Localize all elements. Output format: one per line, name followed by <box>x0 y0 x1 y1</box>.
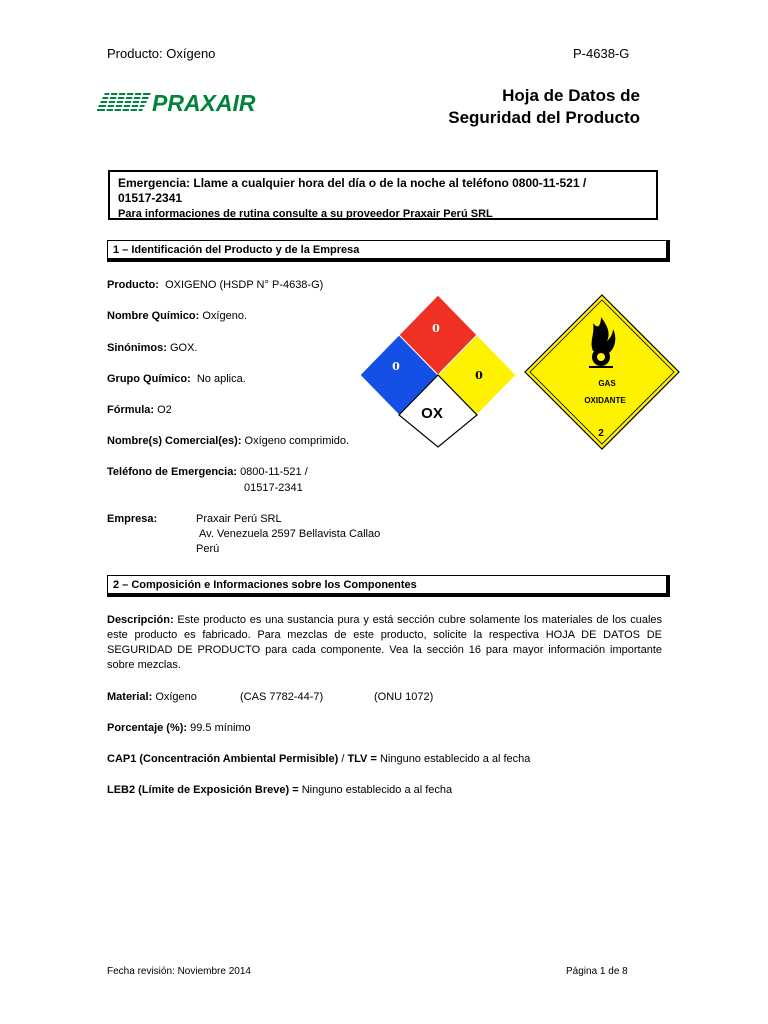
section2-header: 2 – Composición e Informaciones sobre los Componentes <box>107 575 670 597</box>
field-producto-value: OXIGENO (HSDP N° P-4638-G) <box>165 279 324 291</box>
hazard-gas-text: GAS <box>598 379 616 388</box>
field-empresa-line1: Praxair Perú SRL <box>196 513 282 525</box>
field-telefono-label: Teléfono de Emergencia: <box>107 466 237 478</box>
field-producto-label: Producto: <box>107 279 159 291</box>
emergency-line1: Emergencia: Llame a cualquier hora del día o de la noche al teléfono 0800-11-521 / <box>118 176 587 190</box>
hazard-class-number: 2 <box>598 428 604 439</box>
field-sinonimos-value: GOX. <box>169 342 198 354</box>
leb-label: LEB2 (Límite de Exposición Breve) = <box>107 784 299 796</box>
document-title <box>448 85 640 129</box>
nfpa-diamond <box>360 293 518 449</box>
emergency-line3: Para informaciones de rutina consulte a su proveedor Praxair Perú SRL <box>118 208 493 220</box>
field-empresa-label <box>107 512 157 527</box>
cap-label: CAP1 (Concentración Ambiental Permisible) <box>107 753 339 765</box>
description-paragraph <box>107 613 662 673</box>
leb-value: Ninguno establecido a al fecha <box>301 784 453 796</box>
porcentaje-value: 99.5 mínimo <box>190 722 251 734</box>
description-label: Descripción: <box>107 614 174 626</box>
field-formula-label: Fórmula: <box>107 404 155 416</box>
footer-revision: Fecha revisión: Noviembre 2014 <box>107 966 251 977</box>
nfpa-special-value: OX <box>421 405 443 422</box>
field-producto <box>107 278 323 293</box>
field-formula-value: O2 <box>157 404 172 416</box>
field-telefono-value1: 0800-11-521 / <box>240 466 308 478</box>
field-empresa-line3: Perú <box>196 543 220 555</box>
tlv-label: TLV = <box>347 753 377 765</box>
field-comercial-label: Nombre(s) Comercial(es): <box>107 435 242 447</box>
field-sinonimos <box>107 341 197 356</box>
field-grupo-label: Grupo Químico: <box>107 373 191 385</box>
field-sinonimos-label: Sinónimos: <box>107 342 167 354</box>
cap-value: Ninguno establecido a al fecha <box>379 753 531 765</box>
field-nombre-label: Nombre Químico: <box>107 310 200 322</box>
field-grupo-value: No aplica. <box>196 373 246 385</box>
material-cas: (CAS 7782-44-7) <box>240 691 324 703</box>
field-material <box>107 690 197 705</box>
emergency-line2: 01517-2341 <box>118 191 183 205</box>
hazard-oxidante-text: OXIDANTE <box>584 396 626 405</box>
material-value: Oxígeno <box>155 691 197 703</box>
document-title-line1: Hoja de Datos de <box>502 86 640 105</box>
svg-text:PRAXAIR: PRAXAIR <box>152 90 256 114</box>
material-label: Material: <box>107 691 153 703</box>
hazard-class-label <box>523 293 681 451</box>
nfpa-reactivity-value: 0 <box>475 369 483 382</box>
field-telefono-value2: 01517-2341 <box>244 482 303 494</box>
field-nombre-quimico <box>107 309 247 324</box>
porcentaje-label: Porcentaje (%): <box>107 722 188 734</box>
document-title-line2: Seguridad del Producto <box>448 108 640 127</box>
description-text: Este producto es una sustancia pura y está sección cubre solamente los materiales de los cuales este producto es fabricado. Para mezclas de este producto, solicite la respectiva HOJA DE DATOS DE SEGURIDAD DE PRODUCTO para cada componente. Vea la sección 16 para mayor información importante sobre mezclas. <box>107 614 662 671</box>
material-onu: (ONU 1072) <box>374 691 434 703</box>
cap-separator: / <box>338 753 348 765</box>
field-comercial-value: Oxígeno comprimido. <box>244 435 350 447</box>
emergency-box <box>108 170 658 220</box>
empresa-label-text: Empresa: <box>107 513 158 525</box>
field-cap-tlv <box>107 752 530 767</box>
field-formula <box>107 403 172 418</box>
nfpa-flammability-value: 0 <box>432 322 440 335</box>
nfpa-health-value: 0 <box>392 360 400 373</box>
field-empresa-line2: Av. Venezuela 2597 Bellavista Callao <box>199 528 381 540</box>
field-nombre-comercial <box>107 434 349 449</box>
field-grupo-quimico <box>107 372 246 387</box>
footer-page: Página 1 de 8 <box>566 966 628 977</box>
field-porcentaje <box>107 721 251 736</box>
header-product: Producto: Oxígeno <box>107 46 216 61</box>
section1-header: 1 – Identificación del Producto y de la Empresa <box>107 240 670 262</box>
field-telefono <box>107 465 308 480</box>
header-code: P-4638-G <box>573 46 630 61</box>
praxair-logo <box>97 88 267 114</box>
field-nombre-value: Oxígeno. <box>202 310 247 322</box>
field-leb <box>107 783 452 798</box>
